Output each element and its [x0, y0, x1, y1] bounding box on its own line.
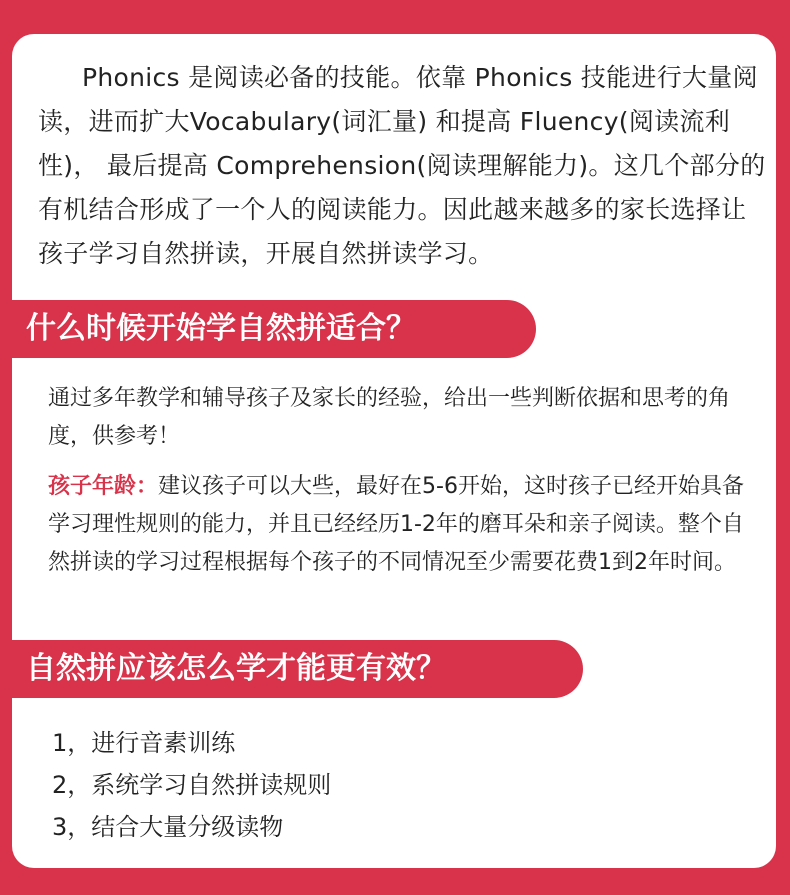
content-card [12, 34, 776, 868]
child-age-paragraph [48, 468, 758, 582]
child-age-text: 建议孩子可以大些，最好在5-6开始，这时孩子已经开始具备学习理性规则的能力，并且已经经历1-2年的磨耳朵和亲子阅读。整个自然拼读的学习过程根据每个孩子的不同情况至少需要花费1到2年时间。 [48, 474, 744, 575]
list-item: 2，系统学习自然拼读规则 [52, 771, 332, 799]
experience-paragraph: 通过多年教学和辅导孩子及家长的经验，给出一些判断依据和思考的角度，供参考！ [48, 386, 731, 449]
list-item: 3，结合大量分级读物 [52, 813, 284, 841]
intro-paragraph: Phonics 是阅读必备的技能。依靠 Phonics 技能进行大量阅读，进而扩大Vocabulary(词汇量) 和提高 Fluency(阅读流利性)， 最后提高 Comprehension(阅读理解能力)。这几个部分的有机结合形成了一个人的阅读能力。因此越来越多的家长选择让孩子学习自然拼读，开展自然拼读学习。 [38, 63, 766, 268]
section-heading-how: 自然拼应该怎么学才能更有效？ [12, 640, 583, 698]
section-heading-when: 什么时候开始学自然拼适合？ [12, 300, 536, 358]
list-item: 1，进行音素训练 [52, 729, 236, 757]
child-age-label: 孩子年龄： [48, 474, 159, 499]
steps-list [52, 722, 331, 848]
